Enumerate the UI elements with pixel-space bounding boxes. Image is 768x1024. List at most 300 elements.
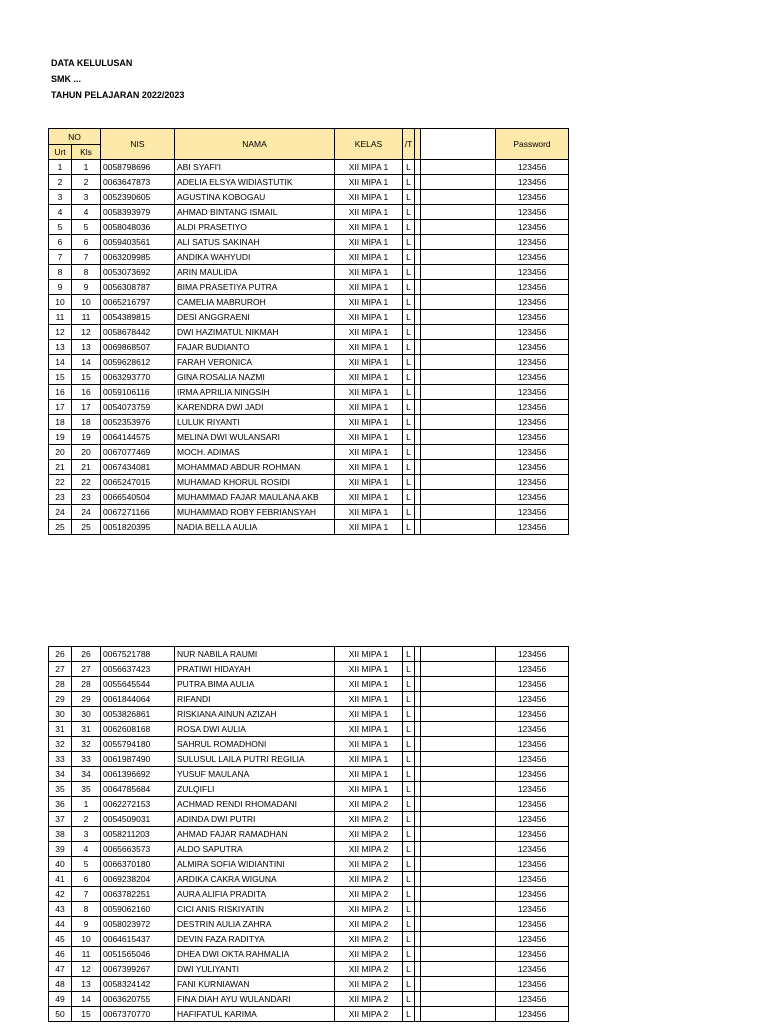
cell-nama: ADELIA ELSYA WIDIASTUTIK: [175, 175, 335, 190]
cell-kls: 18: [72, 415, 101, 430]
cell-kelas: XII MIPA 1: [335, 370, 403, 385]
cell-kelas: XII MIPA 1: [335, 490, 403, 505]
table-row: [49, 692, 569, 707]
cell-urt: 27: [49, 662, 72, 677]
cell-nis: 0052390605: [101, 190, 175, 205]
cell-nama: DESI ANGGRAENI: [175, 310, 335, 325]
cell-kls: 4: [72, 842, 101, 857]
table-row: [49, 752, 569, 767]
table-row: [49, 445, 569, 460]
cell-nama: ROSA DWI AULIA: [175, 722, 335, 737]
cell-nis: 0058048036: [101, 220, 175, 235]
cell-blank: [421, 992, 496, 1007]
table-row: [49, 917, 569, 932]
cell-lp: L: [403, 400, 415, 415]
cell-blank: [421, 932, 496, 947]
table-row: [49, 932, 569, 947]
cell-lp: L: [403, 902, 415, 917]
cell-lp: L: [403, 460, 415, 475]
cell-password: 123456: [496, 250, 569, 265]
cell-nama: DEVIN FAZA RADITYA: [175, 932, 335, 947]
cell-lp: L: [403, 250, 415, 265]
table-row: [49, 190, 569, 205]
cell-nis: 0065663573: [101, 842, 175, 857]
cell-nis: 0058023972: [101, 917, 175, 932]
cell-nis: 0066370180: [101, 857, 175, 872]
cell-nis: 0069238204: [101, 872, 175, 887]
cell-blank: [421, 857, 496, 872]
table-row: [49, 460, 569, 475]
cell-nama: PUTRA BIMA AULIA: [175, 677, 335, 692]
col-header-blank: [421, 129, 496, 160]
cell-blank: [421, 370, 496, 385]
cell-password: 123456: [496, 842, 569, 857]
cell-kls: 10: [72, 932, 101, 947]
cell-nama: ANDIKA WAHYUDI: [175, 250, 335, 265]
cell-lp: L: [403, 220, 415, 235]
cell-password: 123456: [496, 175, 569, 190]
cell-password: 123456: [496, 902, 569, 917]
cell-urt: 40: [49, 857, 72, 872]
cell-lp: L: [403, 827, 415, 842]
cell-nis: 0064615437: [101, 932, 175, 947]
cell-lp: L: [403, 325, 415, 340]
cell-kls: 12: [72, 325, 101, 340]
cell-kls: 31: [72, 722, 101, 737]
cell-kls: 28: [72, 677, 101, 692]
cell-lp: L: [403, 505, 415, 520]
cell-kelas: XII MIPA 1: [335, 175, 403, 190]
cell-nis: 0061844064: [101, 692, 175, 707]
cell-kelas: XII MIPA 1: [335, 220, 403, 235]
cell-urt: 3: [49, 190, 72, 205]
cell-kelas: XII MIPA 1: [335, 677, 403, 692]
col-header-kelas: KELAS: [335, 129, 403, 160]
table-row: [49, 1007, 569, 1022]
cell-nama: BIMA PRASETIYA PUTRA: [175, 280, 335, 295]
cell-kelas: XII MIPA 2: [335, 842, 403, 857]
cell-nis: 0063782251: [101, 887, 175, 902]
cell-password: 123456: [496, 505, 569, 520]
table-row: [49, 430, 569, 445]
cell-lp: L: [403, 175, 415, 190]
cell-kelas: XII MIPA 1: [335, 647, 403, 662]
cell-nama: CAMELIA MABRUROH: [175, 295, 335, 310]
cell-urt: 31: [49, 722, 72, 737]
cell-password: 123456: [496, 857, 569, 872]
cell-password: 123456: [496, 370, 569, 385]
cell-urt: 32: [49, 737, 72, 752]
cell-nis: 0067434081: [101, 460, 175, 475]
cell-kelas: XII MIPA 1: [335, 355, 403, 370]
cell-nis: 0053073692: [101, 265, 175, 280]
table-row: [49, 385, 569, 400]
cell-lp: L: [403, 992, 415, 1007]
cell-kls: 17: [72, 400, 101, 415]
cell-urt: 25: [49, 520, 72, 535]
year-line: TAHUN PELAJARAN 2022/2023: [51, 90, 185, 100]
cell-password: 123456: [496, 430, 569, 445]
table-row: [49, 887, 569, 902]
cell-blank: [421, 767, 496, 782]
cell-lp: L: [403, 520, 415, 535]
cell-nis: 0063209985: [101, 250, 175, 265]
cell-kls: 10: [72, 295, 101, 310]
cell-nama: DWI HAZIMATUL NIKMAH: [175, 325, 335, 340]
cell-nama: DHEA DWI OKTA RAHMALIA: [175, 947, 335, 962]
cell-nama: ALDO SAPUTRA: [175, 842, 335, 857]
cell-urt: 9: [49, 280, 72, 295]
cell-blank: [421, 490, 496, 505]
cell-kls: 21: [72, 460, 101, 475]
cell-nis: 0055794180: [101, 737, 175, 752]
cell-kelas: XII MIPA 1: [335, 520, 403, 535]
cell-nis: 0063620755: [101, 992, 175, 1007]
cell-kls: 4: [72, 205, 101, 220]
cell-nama: KARENDRA DWI JADI: [175, 400, 335, 415]
cell-lp: L: [403, 490, 415, 505]
cell-nama: FARAH VERONICA: [175, 355, 335, 370]
cell-urt: 11: [49, 310, 72, 325]
table-row: [49, 977, 569, 992]
cell-kls: 15: [72, 1007, 101, 1022]
cell-blank: [421, 385, 496, 400]
cell-nama: ARDIKA CAKRA WIGUNA: [175, 872, 335, 887]
cell-kls: 3: [72, 827, 101, 842]
cell-urt: 22: [49, 475, 72, 490]
cell-nama: MUHAMMAD ROBY FEBRIANSYAH: [175, 505, 335, 520]
cell-kls: 24: [72, 505, 101, 520]
table-row: [49, 797, 569, 812]
cell-urt: 46: [49, 947, 72, 962]
cell-blank: [421, 707, 496, 722]
cell-blank: [421, 887, 496, 902]
cell-nama: MUHAMAD KHORUL ROSIDI: [175, 475, 335, 490]
cell-password: 123456: [496, 917, 569, 932]
cell-urt: 5: [49, 220, 72, 235]
cell-blank: [421, 505, 496, 520]
table-row: [49, 647, 569, 662]
cell-password: 123456: [496, 962, 569, 977]
cell-password: 123456: [496, 887, 569, 902]
cell-password: 123456: [496, 797, 569, 812]
cell-urt: 48: [49, 977, 72, 992]
cell-blank: [421, 842, 496, 857]
cell-nama: NUR NABILA RAUMI: [175, 647, 335, 662]
cell-lp: L: [403, 190, 415, 205]
cell-nis: 0058393979: [101, 205, 175, 220]
cell-kelas: XII MIPA 1: [335, 280, 403, 295]
cell-nis: 0058324142: [101, 977, 175, 992]
cell-lp: L: [403, 1007, 415, 1022]
cell-nama: LULUK RIYANTI: [175, 415, 335, 430]
cell-urt: 38: [49, 827, 72, 842]
cell-blank: [421, 1007, 496, 1022]
table-row: [49, 662, 569, 677]
table-row: [49, 812, 569, 827]
cell-nis: 0053826861: [101, 707, 175, 722]
cell-lp: L: [403, 475, 415, 490]
table-row: [49, 490, 569, 505]
cell-nis: 0055645544: [101, 677, 175, 692]
cell-nama: SULUSUL LAILA PUTRI REGILIA: [175, 752, 335, 767]
cell-urt: 10: [49, 295, 72, 310]
cell-kelas: XII MIPA 1: [335, 767, 403, 782]
cell-password: 123456: [496, 205, 569, 220]
cell-urt: 50: [49, 1007, 72, 1022]
cell-lp: L: [403, 265, 415, 280]
cell-password: 123456: [496, 295, 569, 310]
cell-password: 123456: [496, 400, 569, 415]
cell-nama: ADINDA DWI PUTRI: [175, 812, 335, 827]
cell-nis: 0067271166: [101, 505, 175, 520]
cell-blank: [421, 872, 496, 887]
cell-kls: 3: [72, 190, 101, 205]
cell-urt: 30: [49, 707, 72, 722]
cell-password: 123456: [496, 385, 569, 400]
table-row: [49, 160, 569, 175]
cell-kls: 26: [72, 647, 101, 662]
cell-kls: 7: [72, 250, 101, 265]
cell-nama: AGUSTINA KOBOGAU: [175, 190, 335, 205]
cell-kls: 14: [72, 992, 101, 1007]
cell-nis: 0059403561: [101, 235, 175, 250]
cell-nis: 0067077469: [101, 445, 175, 460]
cell-password: 123456: [496, 355, 569, 370]
cell-kls: 34: [72, 767, 101, 782]
cell-lp: L: [403, 767, 415, 782]
cell-blank: [421, 415, 496, 430]
cell-nis: 0056637423: [101, 662, 175, 677]
cell-kls: 5: [72, 857, 101, 872]
cell-kelas: XII MIPA 1: [335, 400, 403, 415]
cell-nama: CICI ANIS RISKIYATIN: [175, 902, 335, 917]
col-header-nama: NAMA: [175, 129, 335, 160]
cell-lp: L: [403, 235, 415, 250]
cell-nama: ALMIRA SOFIA WIDIANTINI: [175, 857, 335, 872]
cell-kelas: XII MIPA 1: [335, 692, 403, 707]
cell-nis: 0063293770: [101, 370, 175, 385]
cell-password: 123456: [496, 490, 569, 505]
document-header: [51, 55, 184, 103]
cell-blank: [421, 962, 496, 977]
table-row: [49, 707, 569, 722]
cell-nama: GINA ROSALIA NAZMI: [175, 370, 335, 385]
cell-lp: L: [403, 205, 415, 220]
cell-blank: [421, 677, 496, 692]
cell-kelas: XII MIPA 2: [335, 962, 403, 977]
cell-blank: [421, 520, 496, 535]
cell-lp: L: [403, 310, 415, 325]
cell-urt: 34: [49, 767, 72, 782]
cell-kls: 2: [72, 812, 101, 827]
cell-kelas: XII MIPA 2: [335, 827, 403, 842]
table-row: [49, 175, 569, 190]
cell-nama: YUSUF MAULANA: [175, 767, 335, 782]
cell-blank: [421, 310, 496, 325]
table-row: [49, 722, 569, 737]
cell-kelas: XII MIPA 1: [335, 190, 403, 205]
cell-password: 123456: [496, 520, 569, 535]
cell-kelas: XII MIPA 1: [335, 325, 403, 340]
cell-urt: 14: [49, 355, 72, 370]
cell-kelas: XII MIPA 2: [335, 857, 403, 872]
cell-lp: L: [403, 782, 415, 797]
cell-lp: L: [403, 947, 415, 962]
cell-blank: [421, 737, 496, 752]
table-row: [49, 827, 569, 842]
cell-nis: 0064144575: [101, 430, 175, 445]
cell-nama: ALDI PRASETIYO: [175, 220, 335, 235]
cell-blank: [421, 205, 496, 220]
cell-kls: 7: [72, 887, 101, 902]
cell-password: 123456: [496, 265, 569, 280]
cell-lp: L: [403, 430, 415, 445]
cell-kelas: XII MIPA 1: [335, 475, 403, 490]
cell-urt: 7: [49, 250, 72, 265]
table-row: [49, 767, 569, 782]
cell-nama: DESTRIN AULIA ZAHRA: [175, 917, 335, 932]
cell-password: 123456: [496, 220, 569, 235]
cell-nis: 0063647873: [101, 175, 175, 190]
cell-lp: L: [403, 647, 415, 662]
table-row: [49, 340, 569, 355]
cell-lp: L: [403, 340, 415, 355]
cell-lp: L: [403, 722, 415, 737]
cell-lp: L: [403, 692, 415, 707]
cell-kelas: XII MIPA 2: [335, 797, 403, 812]
cell-nama: ZULQIFLI: [175, 782, 335, 797]
cell-urt: 24: [49, 505, 72, 520]
cell-blank: [421, 340, 496, 355]
cell-kelas: XII MIPA 1: [335, 707, 403, 722]
cell-urt: 4: [49, 205, 72, 220]
cell-kelas: XII MIPA 1: [335, 310, 403, 325]
cell-urt: 17: [49, 400, 72, 415]
cell-blank: [421, 782, 496, 797]
cell-urt: 16: [49, 385, 72, 400]
cell-kelas: XII MIPA 2: [335, 917, 403, 932]
col-header-no: NO: [49, 129, 101, 145]
table-row: [49, 400, 569, 415]
cell-urt: 47: [49, 962, 72, 977]
cell-lp: L: [403, 857, 415, 872]
cell-blank: [421, 430, 496, 445]
cell-kls: 11: [72, 947, 101, 962]
cell-urt: 18: [49, 415, 72, 430]
cell-nis: 0058798696: [101, 160, 175, 175]
cell-nama: PRATIWI HIDAYAH: [175, 662, 335, 677]
cell-kelas: XII MIPA 1: [335, 250, 403, 265]
cell-lp: L: [403, 370, 415, 385]
cell-password: 123456: [496, 445, 569, 460]
table-row: [49, 415, 569, 430]
cell-blank: [421, 280, 496, 295]
table-row: [49, 280, 569, 295]
cell-kelas: XII MIPA 1: [335, 295, 403, 310]
cell-urt: 6: [49, 235, 72, 250]
table-row: [49, 677, 569, 692]
cell-blank: [421, 947, 496, 962]
cell-lp: L: [403, 932, 415, 947]
cell-urt: 49: [49, 992, 72, 1007]
cell-nama: ACHMAD RENDI RHOMADANI: [175, 797, 335, 812]
cell-kelas: XII MIPA 2: [335, 932, 403, 947]
cell-blank: [421, 295, 496, 310]
student-table-2: [48, 646, 569, 1022]
cell-blank: [421, 752, 496, 767]
cell-lp: L: [403, 295, 415, 310]
cell-nama: IRMA APRILIA NINGSIH: [175, 385, 335, 400]
cell-kls: 32: [72, 737, 101, 752]
cell-nama: FAJAR BUDIANTO: [175, 340, 335, 355]
cell-blank: [421, 662, 496, 677]
table-row: [49, 235, 569, 250]
cell-nis: 0056308787: [101, 280, 175, 295]
col-header-password: Password: [496, 129, 569, 160]
cell-blank: [421, 797, 496, 812]
cell-kelas: XII MIPA 2: [335, 872, 403, 887]
cell-blank: [421, 445, 496, 460]
cell-kelas: XII MIPA 1: [335, 205, 403, 220]
cell-nis: 0058678442: [101, 325, 175, 340]
cell-nis: 0051565046: [101, 947, 175, 962]
cell-password: 123456: [496, 1007, 569, 1022]
cell-password: 123456: [496, 767, 569, 782]
cell-nis: 0059628612: [101, 355, 175, 370]
cell-password: 123456: [496, 647, 569, 662]
cell-lp: L: [403, 797, 415, 812]
cell-urt: 19: [49, 430, 72, 445]
cell-nama: AHMAD BINTANG ISMAIL: [175, 205, 335, 220]
cell-password: 123456: [496, 977, 569, 992]
cell-nama: SAHRUL ROMADHONI: [175, 737, 335, 752]
cell-kls: 23: [72, 490, 101, 505]
cell-blank: [421, 325, 496, 340]
cell-nis: 0062272153: [101, 797, 175, 812]
cell-kelas: XII MIPA 1: [335, 782, 403, 797]
cell-blank: [421, 235, 496, 250]
cell-kls: 15: [72, 370, 101, 385]
cell-blank: [421, 692, 496, 707]
cell-blank: [421, 220, 496, 235]
table-row: [49, 520, 569, 535]
cell-lp: L: [403, 677, 415, 692]
cell-kelas: XII MIPA 1: [335, 722, 403, 737]
table-row: [49, 325, 569, 340]
cell-lp: L: [403, 445, 415, 460]
table-row: [49, 310, 569, 325]
cell-kls: 9: [72, 917, 101, 932]
cell-kelas: XII MIPA 1: [335, 385, 403, 400]
cell-lp: L: [403, 872, 415, 887]
cell-password: 123456: [496, 737, 569, 752]
cell-nama: DWI YULIYANTI: [175, 962, 335, 977]
cell-lp: L: [403, 662, 415, 677]
cell-urt: 42: [49, 887, 72, 902]
cell-kls: 35: [72, 782, 101, 797]
cell-lp: L: [403, 962, 415, 977]
cell-nis: 0052353976: [101, 415, 175, 430]
col-header-urt: Urt: [49, 145, 72, 160]
cell-kls: 1: [72, 797, 101, 812]
cell-nis: 0066540504: [101, 490, 175, 505]
cell-urt: 28: [49, 677, 72, 692]
table-row: [49, 505, 569, 520]
cell-password: 123456: [496, 692, 569, 707]
table-row: [49, 737, 569, 752]
cell-password: 123456: [496, 235, 569, 250]
